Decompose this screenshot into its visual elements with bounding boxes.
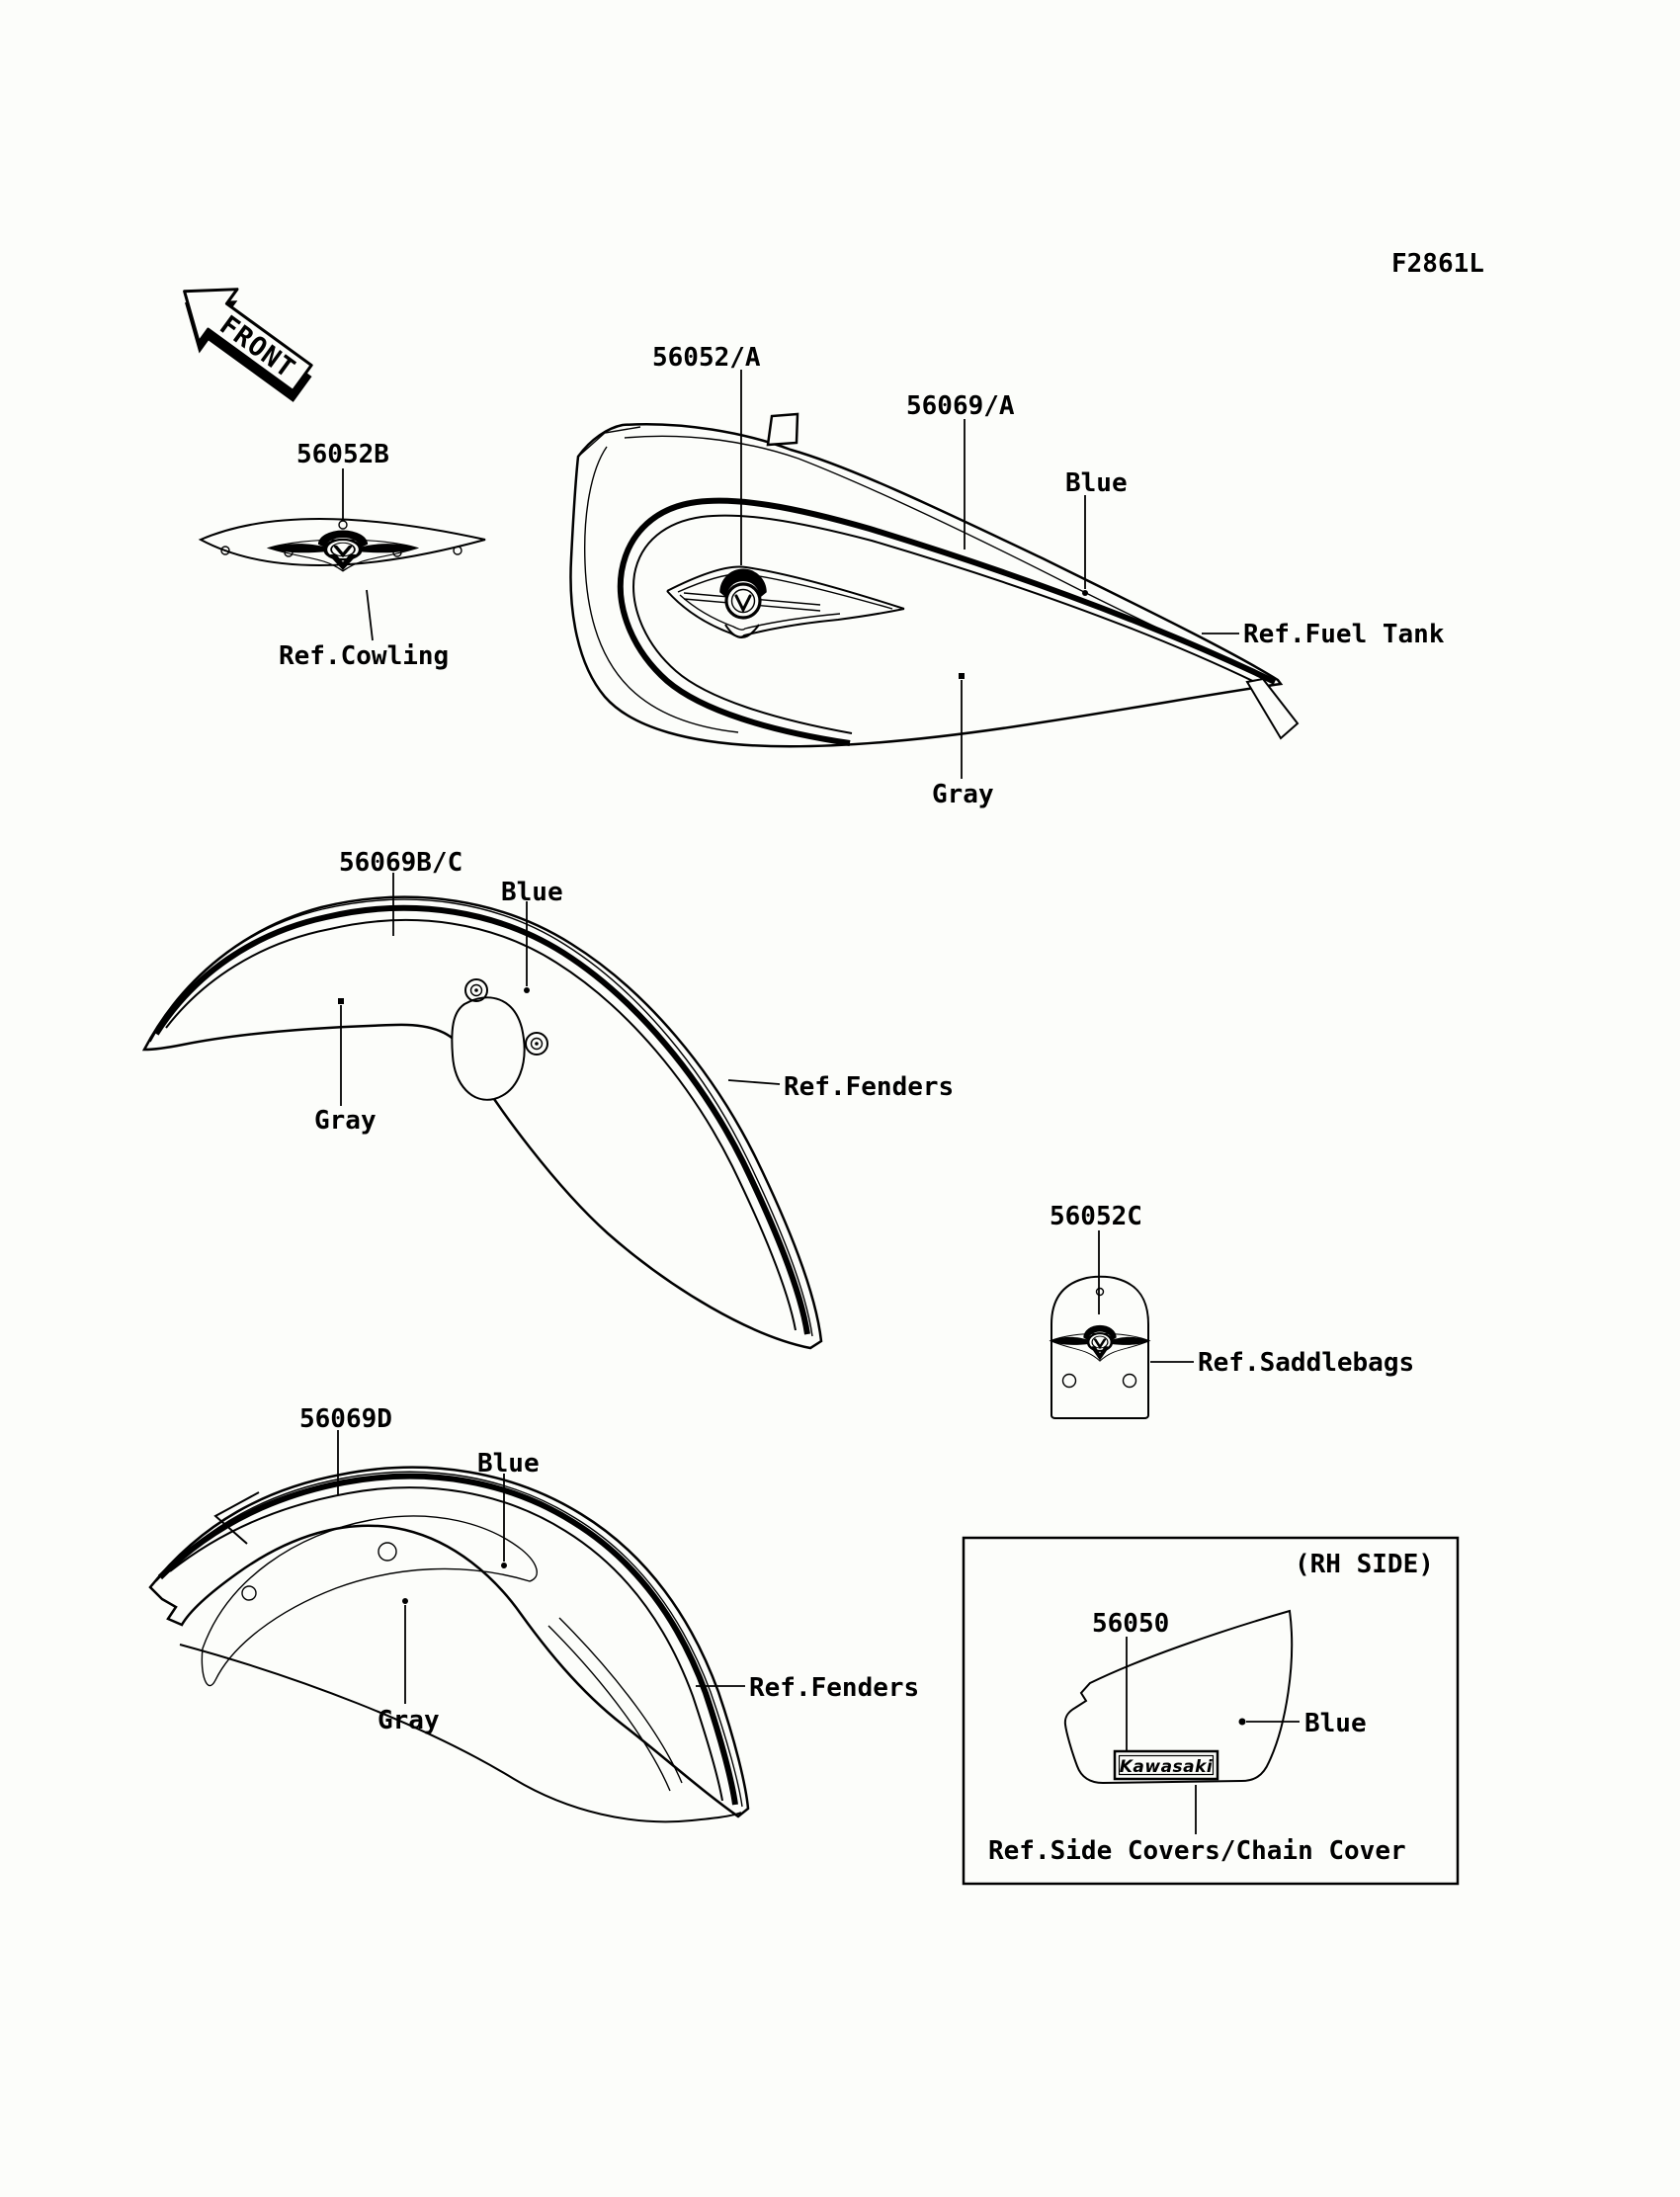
rear-fender-part-number: 56069D xyxy=(299,1404,392,1434)
diagram-code: F2861L xyxy=(1391,249,1484,279)
front-fender-upper-color-label: Blue xyxy=(501,878,563,907)
side-cover-part-number: 56050 xyxy=(1092,1609,1170,1639)
fuel-tank-upper-color-label: Blue xyxy=(1065,468,1128,498)
side-cover-ref-label: Ref.Side Covers/Chain Cover xyxy=(988,1836,1406,1866)
rear-fender-ref-label: Ref.Fenders xyxy=(749,1673,920,1703)
front-fender-drawing xyxy=(144,897,821,1348)
front-marker-text: FRONT xyxy=(213,309,301,385)
rear-fender-drawing xyxy=(150,1468,748,1822)
front-fender-ref-label: Ref.Fenders xyxy=(784,1072,955,1102)
saddlebag-part-number: 56052C xyxy=(1050,1202,1142,1231)
rear-fender-upper-color-label: Blue xyxy=(477,1449,540,1479)
fuel-tank-ref-label: Ref.Fuel Tank xyxy=(1243,620,1445,649)
kawasaki-badge xyxy=(1115,1751,1218,1779)
cowling-ref-label: Ref.Cowling xyxy=(279,641,450,671)
side-cover-color-label: Blue xyxy=(1304,1709,1367,1738)
front-direction-arrow xyxy=(160,265,327,415)
cowling-part-number: 56052B xyxy=(296,440,389,469)
side-cover-panel xyxy=(964,1538,1458,1884)
front-fender-lower-color-label: Gray xyxy=(314,1106,377,1136)
side-cover-side-note: (RH SIDE) xyxy=(1295,1550,1434,1579)
fuel-tank-lower-color-label: Gray xyxy=(932,780,994,809)
fuel-tank-stripe-part-number: 56069/A xyxy=(906,391,1015,421)
rear-fender-lower-color-label: Gray xyxy=(378,1706,440,1735)
fuel-tank-emblem-part-number: 56052/A xyxy=(652,343,761,373)
saddlebag-ref-label: Ref.Saddlebags xyxy=(1198,1348,1415,1378)
fuel-tank-drawing xyxy=(570,414,1298,746)
front-fender-part-number: 56069B/C xyxy=(339,848,463,878)
saddlebag-decal xyxy=(1050,1277,1149,1418)
cowling-decal xyxy=(201,519,485,571)
kawasaki-badge-text: Kawasaki xyxy=(1119,1757,1214,1777)
